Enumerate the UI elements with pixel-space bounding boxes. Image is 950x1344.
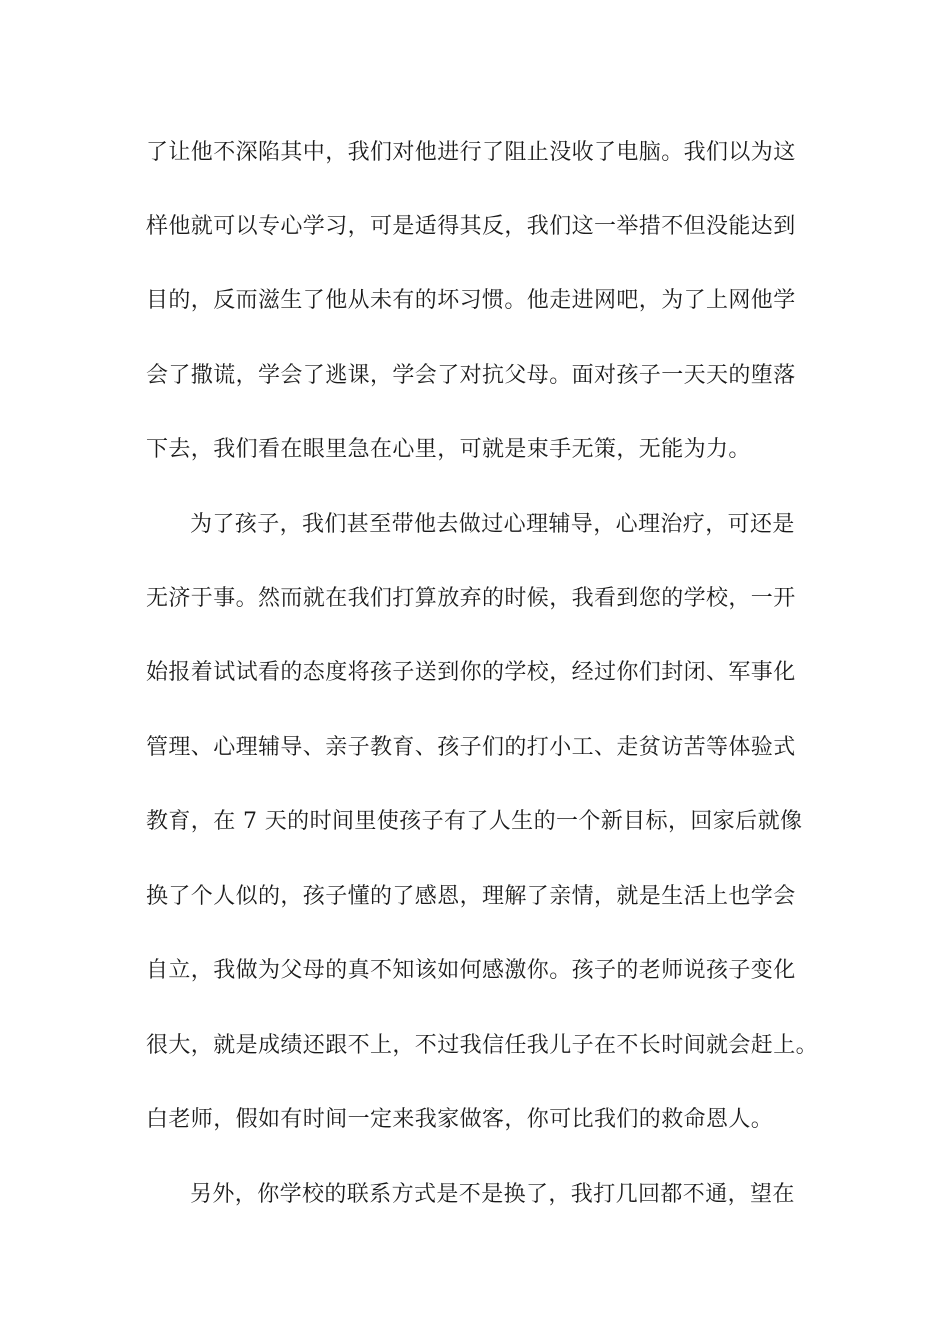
text-line-9: 管理、心理辅导、亲子教育、孩子们的打小工、走贫访苦等体验式 bbox=[146, 735, 796, 760]
text-line-10: 教育，在 7 天的时间里使孩子有了人生的一个新目标，回家后就像 bbox=[146, 809, 803, 834]
text-line-1: 了让他不深陷其中，我们对他进行了阻止没收了电脑。我们以为这 bbox=[146, 140, 796, 165]
text-line-12: 自立，我做为父母的真不知该如何感激你。孩子的老师说孩子变化 bbox=[146, 958, 796, 983]
text-line-6: 为了孩子，我们甚至带他去做过心理辅导，心理治疗，可还是 bbox=[190, 512, 795, 537]
text-line-5: 下去，我们看在眼里急在心里，可就是束手无策，无能为力。 bbox=[146, 437, 751, 462]
text-line-15: 另外，你学校的联系方式是不是换了，我打几回都不通，望在 bbox=[190, 1182, 795, 1207]
text-line-2: 样他就可以专心学习，可是适得其反，我们这一举措不但没能达到 bbox=[146, 214, 796, 239]
text-line-11: 换了个人似的，孩子懂的了感恩，理解了亲情，就是生活上也学会 bbox=[146, 884, 796, 909]
text-line-4: 会了撒谎，学会了逃课，学会了对抗父母。面对孩子一天天的堕落 bbox=[146, 363, 796, 388]
text-line-7: 无济于事。然而就在我们打算放弃的时候，我看到您的学校，一开 bbox=[146, 586, 796, 611]
text-line-13: 很大，就是成绩还跟不上，不过我信任我儿子在不长时间就会赶上。 bbox=[146, 1033, 819, 1058]
text-line-3: 目的，反而滋生了他从未有的坏习惯。他走进网吧，为了上网他学 bbox=[146, 288, 796, 313]
text-line-14: 白老师，假如有时间一定来我家做客，你可比我们的救命恩人。 bbox=[146, 1107, 774, 1132]
text-line-8: 始报着试试看的态度将孩子送到你的学校，经过你们封闭、军事化 bbox=[146, 660, 796, 685]
